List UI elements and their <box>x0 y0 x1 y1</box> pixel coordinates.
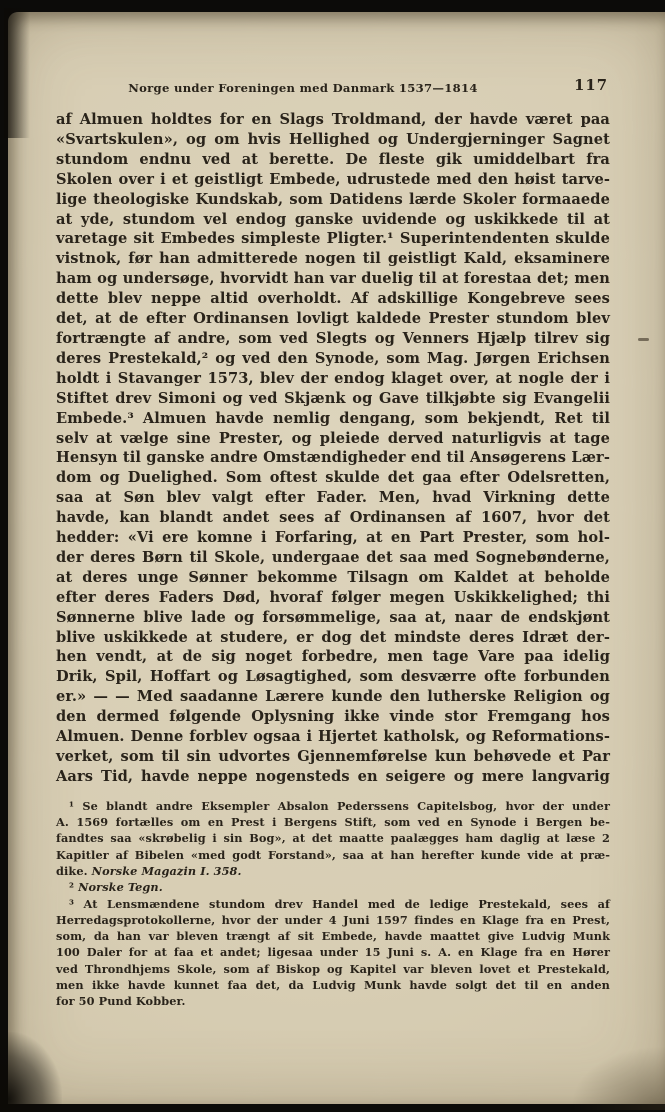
scan-artifact-dash <box>638 338 649 341</box>
footnote-2 <box>56 879 610 895</box>
body-line: ham og undersøge, hvorvidt han var duelig til at forestaa det; men <box>56 270 610 288</box>
body-line: at deres unge Sønner bekomme Tilsagn om Kaldet at beholde <box>56 568 610 586</box>
body-line: hedder: «Vi ere komne i Forfaring, at en Part Prester, som hol- <box>56 529 610 547</box>
body-line: havde, kan blandt andet sees af Ordinansen af 1607, hvor det <box>56 509 610 527</box>
body-line: lige theologiske Kundskab, som Datidens lærde Skoler formaaede <box>56 190 610 208</box>
body-line: er.» — — Med saadanne Lærere kunde den lutherske Religion og <box>56 688 610 706</box>
body-line: stundom endnu ved at berette. De fleste gik umiddelbart fra <box>56 150 610 168</box>
footnote-line: A. 1569 fortælles om en Prest i Bergens Stift, som ved en Synode i Bergen be- <box>56 815 610 830</box>
body-line: at yde, stundom vel endog ganske uvidende og uskikkede til at <box>56 210 610 228</box>
body-line: varetage sit Embedes simpleste Pligter.¹ Superintendenten skulde <box>56 230 610 248</box>
footnote-line: men ikke havde kunnet faa det, da Ludvig Munk havde solgt det til en anden <box>56 978 610 993</box>
body-line: Sønnerne blive lade og forsømmelige, saa at, naar de endskjønt <box>56 608 610 626</box>
page-header <box>56 77 610 96</box>
footnote-line: ved Throndhjems Skole, som af Biskop og Kapitel var bleven lovet et Prestekald, <box>56 961 610 976</box>
body-line: «Svartskulen», og om hvis Hellighed og Undergjerninger Sagnet <box>56 130 610 148</box>
body-line: deres Prestekald,² og ved den Synode, som Mag. Jørgen Erichsen <box>56 349 610 367</box>
body-line: efter deres Faders Død, hvoraf følger megen Uskikkelighed; thi <box>56 588 610 606</box>
footnote-line: 100 Daler for at faa et andet; ligesaa under 15 Juni s. A. en Klage fra en Hører <box>56 945 610 960</box>
page-number: 117 <box>574 77 608 94</box>
book-page <box>8 12 665 1104</box>
footnote-line: ³ At Lensmændene stundom drev Handel med de ledige Prestekald, sees af <box>69 896 610 911</box>
body-line: fortrængte af andre, som ved Slegts og Venners Hjælp tilrev sig <box>56 329 610 347</box>
body-line: dom og Duelighed. Som oftest skulde det gaa efter Odelsretten, <box>56 469 610 487</box>
body-line: dette blev neppe altid overholdt. Af adskillige Kongebreve sees <box>56 290 610 308</box>
body-line: Skolen over i et geistligt Embede, udrustede med den høist tarve- <box>56 170 610 188</box>
footnote-line: ² Norske Tegn. <box>69 880 163 895</box>
footnote-1 <box>56 798 610 879</box>
footnote-3 <box>56 896 610 1010</box>
body-line: Hensyn til ganske andre Omstændigheder end til Ansøgerens Lær- <box>56 449 610 467</box>
page-content <box>56 77 610 1010</box>
body-line: hen vendt, at de sig noget forbedre, men tage Vare paa idelig <box>56 648 610 666</box>
footnote-line: dike. Norske Magazin I. 358. <box>56 864 242 878</box>
body-line: af Almuen holdtes for en Slags Troldmand, der havde været paa <box>56 111 610 128</box>
body-line: Embede.³ Almuen havde nemlig dengang, som bekjendt, Ret til <box>56 409 610 427</box>
footnote-line: ¹ Se blandt andre Eksempler Absalon Pederssens Capitelsbog, hvor der under <box>69 798 610 813</box>
footnotes-section <box>56 798 610 1010</box>
body-line: saa at Søn blev valgt efter Fader. Men, hvad Virkning dette <box>56 489 610 507</box>
footnote-line: Kapitler af Bibelen «med godt Forstand», saa at han herefter kunde vide at præ- <box>56 847 610 862</box>
footnote-line: som, da han var bleven trængt af sit Embede, havde maattet give Ludvig Munk <box>56 929 610 944</box>
body-line: den dermed følgende Oplysning ikke vinde stor Fremgang hos <box>56 708 610 726</box>
body-line: holdt i Stavanger 1573, blev der endog klaget over, at nogle der i <box>56 369 610 387</box>
footnote-line: Herredagsprotokollerne, hvor der under 4 Juni 1597 findes en Klage fra en Prest, <box>56 912 610 927</box>
scan-shadow-bottom-right <box>571 1046 665 1110</box>
body-text <box>56 110 610 787</box>
body-line: Aars Tid, havde neppe nogensteds en seigere og mere langvarig <box>56 767 610 785</box>
body-line: verket, som til sin udvortes Gjennemførelse kun behøvede et Par <box>56 748 610 765</box>
body-line: blive uskikkede at studere, er dog det mindste deres Idræt der- <box>56 628 610 646</box>
body-line: vistnok, før han admitterede nogen til geistligt Kald, eksaminere <box>56 250 610 268</box>
body-line: Almuen. Denne forblev ogsaa i Hjertet katholsk, og Reformations- <box>56 728 610 746</box>
body-line: det, at de efter Ordinansen lovligt kaldede Prester stundom blev <box>56 310 610 328</box>
body-line: Drik, Spil, Hoffart og Løsagtighed, som desværre ofte forbunden <box>56 668 610 686</box>
footnote-line: for 50 Pund Kobber. <box>56 994 186 1009</box>
body-line: der deres Børn til Skole, undergaae det saa med Sognebønderne, <box>56 548 610 566</box>
footnote-line: fandtes saa «skrøbelig i sin Bog», at det maatte paalægges ham daglig at læse 2 <box>56 831 610 846</box>
scan-shadow-top-left <box>4 8 30 138</box>
running-title: Norge under Foreningen med Danmark 1537—1814 <box>128 81 478 95</box>
body-line: Stiftet drev Simoni og ved Skjænk og Gave tilkjøbte sig Evangelii <box>56 389 610 407</box>
body-line: selv at vælge sine Prester, og pleiede derved naturligvis at tage <box>56 429 610 447</box>
scan-stain-bottom-left <box>0 1032 62 1112</box>
